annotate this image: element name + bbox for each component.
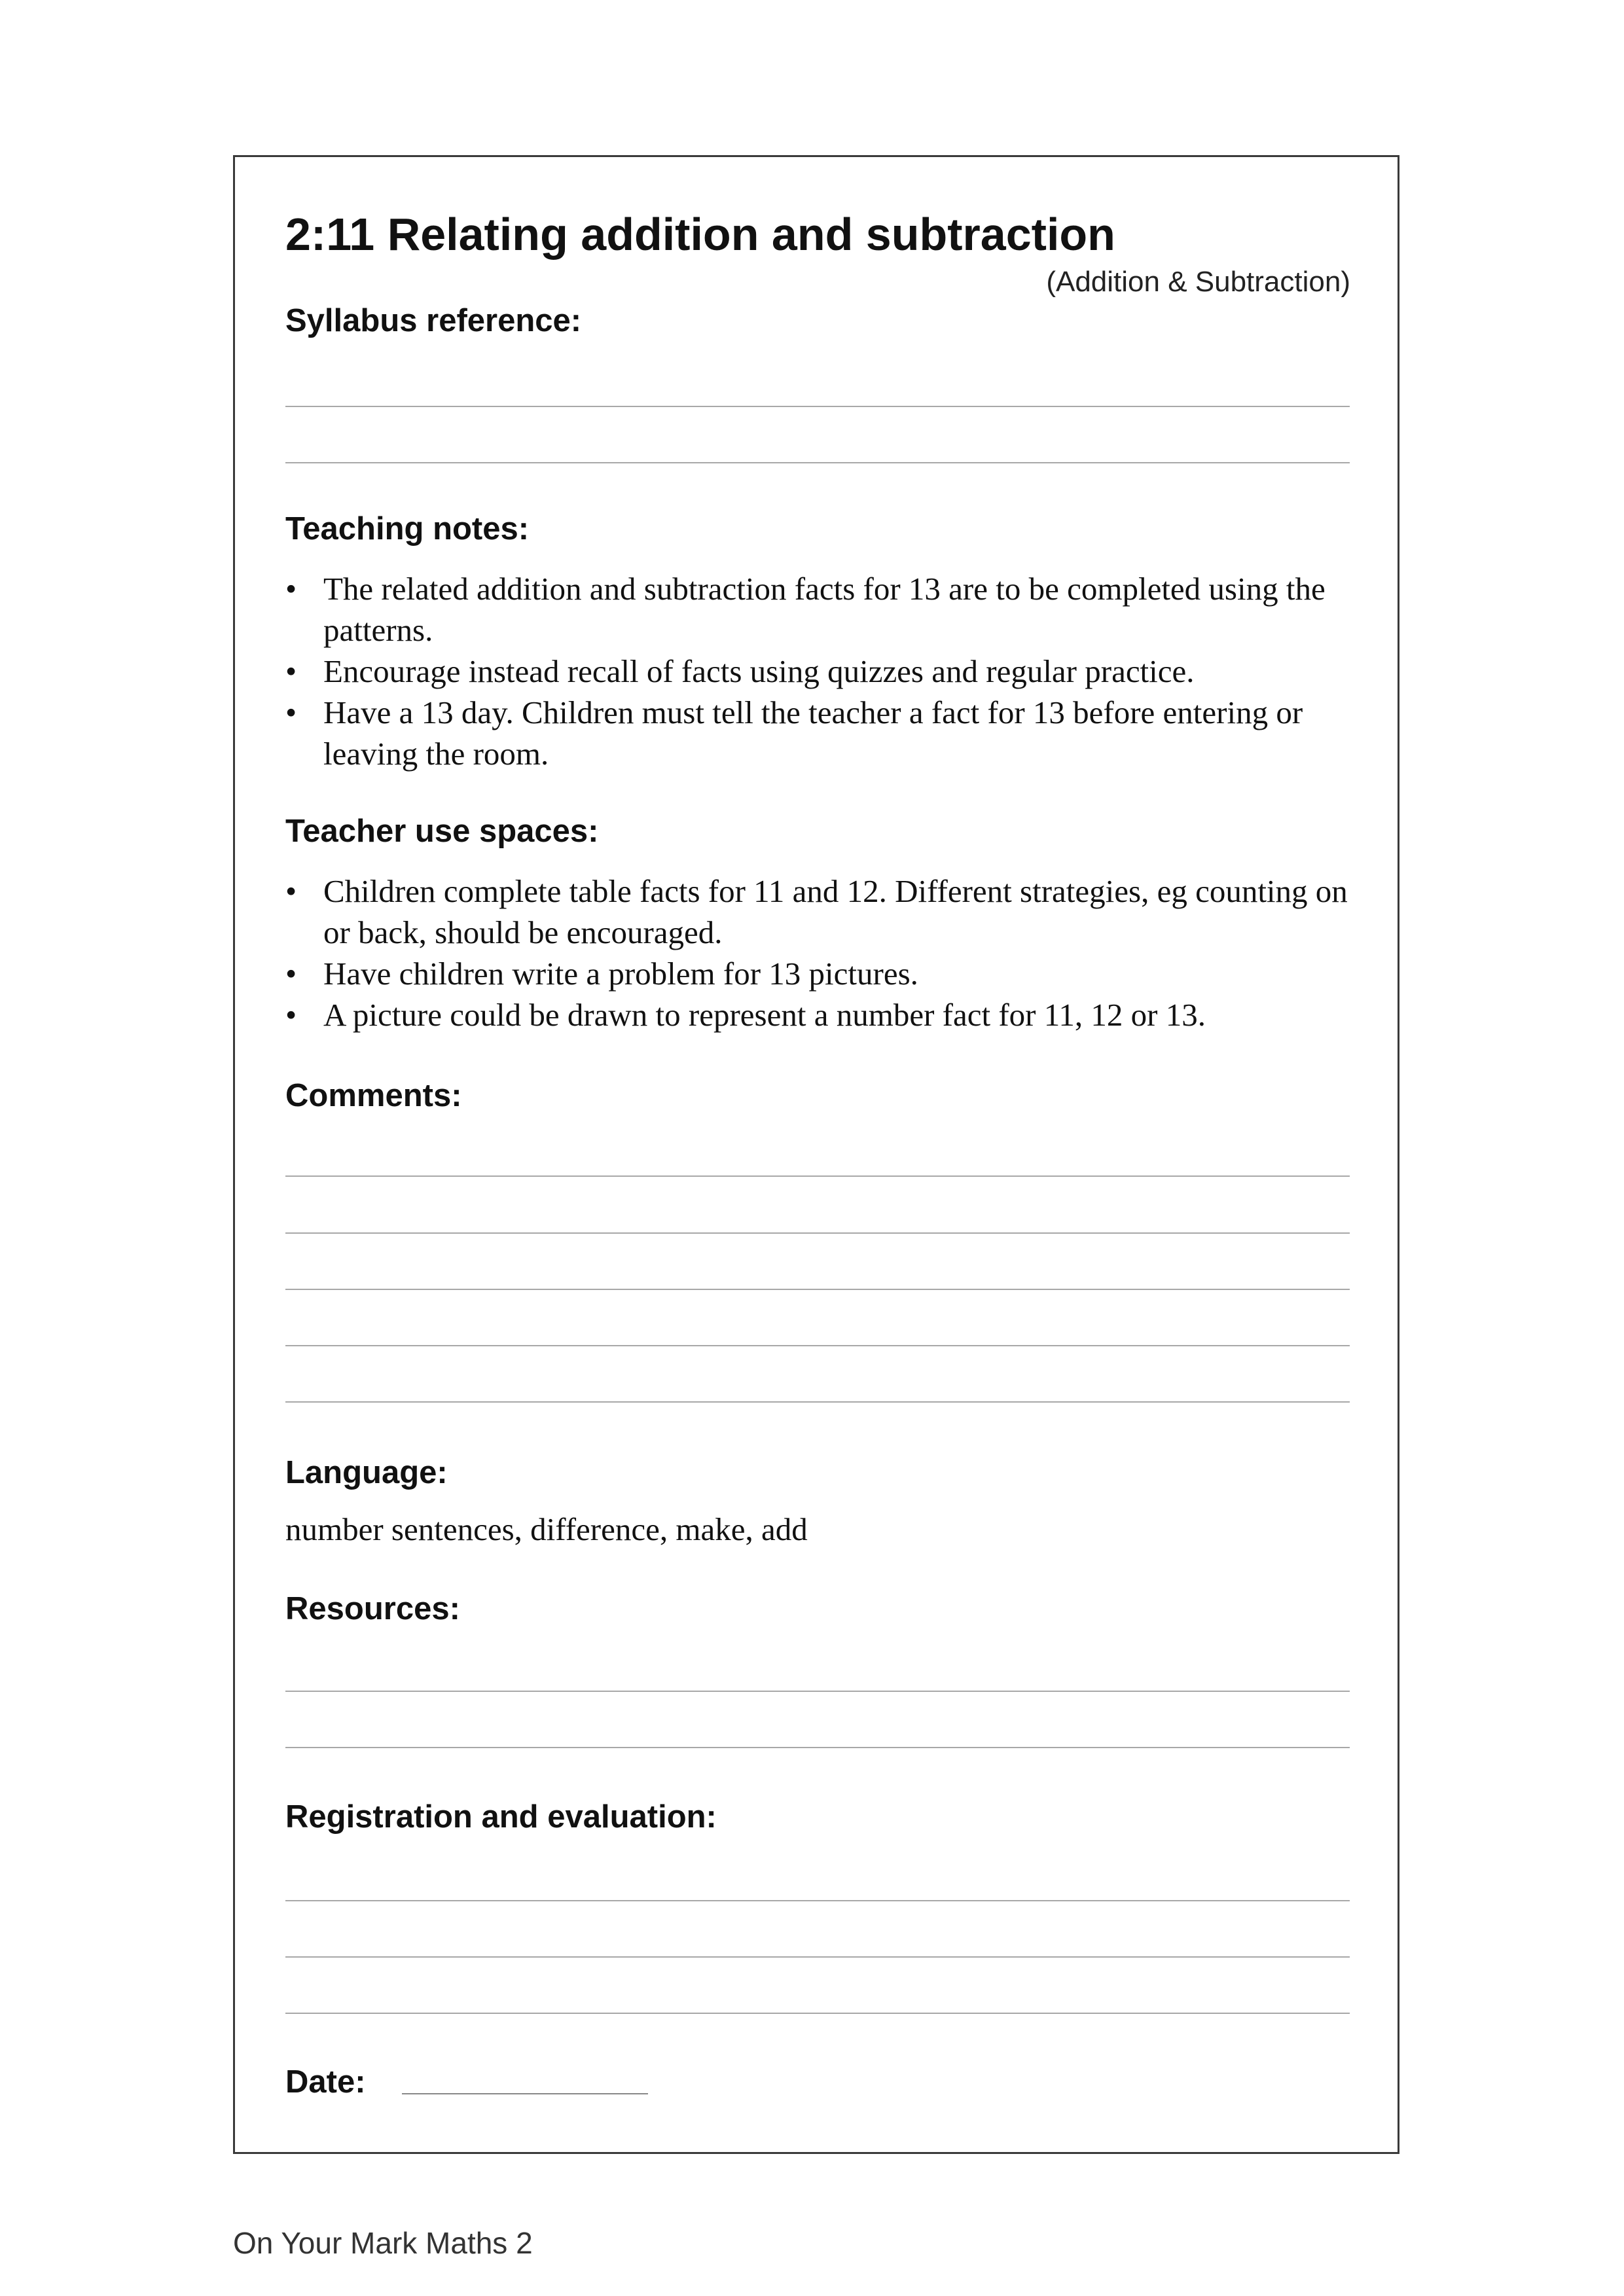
list-item: • A picture could be drawn to represent a number fact for 11, 12 or 13. <box>285 994 1359 1035</box>
bullet-icon: • <box>285 956 297 992</box>
comments-heading: Comments: <box>285 1078 462 1113</box>
bullet-icon: • <box>285 873 297 909</box>
list-item: • Have a 13 day. Children must tell the teacher a fact for 13 before entering or leaving the room. <box>285 692 1359 774</box>
teacher-use-heading: Teacher use spaces: <box>285 814 599 849</box>
bullet-icon: • <box>285 653 297 689</box>
comments-line-1[interactable] <box>285 1175 1350 1177</box>
resources-line-2[interactable] <box>285 1747 1350 1748</box>
bullet-icon: • <box>285 571 297 607</box>
syllabus-line-1[interactable] <box>285 406 1350 407</box>
page-title: 2:11 Relating addition and subtraction <box>285 209 1115 260</box>
syllabus-heading: Syllabus reference: <box>285 303 582 338</box>
date-label: Date: <box>285 2064 366 2100</box>
teaching-notes-list <box>285 568 1359 774</box>
worksheet-frame <box>233 155 1399 2154</box>
comments-line-2[interactable] <box>285 1232 1350 1234</box>
registration-heading: Registration and evaluation: <box>285 1799 717 1835</box>
language-text: number sentences, difference, make, add <box>285 1511 808 1547</box>
list-item: • Children complete table facts for 11 and 12. Different strategies, eg counting on or back, should be encouraged. <box>285 870 1359 953</box>
teacher-use-list <box>285 870 1359 1035</box>
registration-line-3[interactable] <box>285 2013 1350 2014</box>
comments-line-4[interactable] <box>285 1345 1350 1346</box>
teaching-notes-heading: Teaching notes: <box>285 511 530 547</box>
resources-line-1[interactable] <box>285 1691 1350 1692</box>
date-field[interactable] <box>402 2093 648 2094</box>
syllabus-line-2[interactable] <box>285 462 1350 463</box>
registration-line-1[interactable] <box>285 1900 1350 1901</box>
comments-line-5[interactable] <box>285 1401 1350 1403</box>
list-item: • The related addition and subtraction facts for 13 are to be completed using the patterns. <box>285 568 1359 651</box>
resources-heading: Resources: <box>285 1591 460 1626</box>
bullet-icon: • <box>285 694 297 730</box>
list-item: • Encourage instead recall of facts using quizzes and regular practice. <box>285 651 1359 692</box>
footer-text: On Your Mark Maths 2 <box>233 2226 533 2260</box>
list-item: • Have children write a problem for 13 pictures. <box>285 953 1359 994</box>
bullet-icon: • <box>285 997 297 1033</box>
comments-line-3[interactable] <box>285 1289 1350 1290</box>
registration-line-2[interactable] <box>285 1956 1350 1958</box>
page-subtitle: (Addition & Subtraction) <box>1046 266 1350 298</box>
language-heading: Language: <box>285 1455 448 1490</box>
